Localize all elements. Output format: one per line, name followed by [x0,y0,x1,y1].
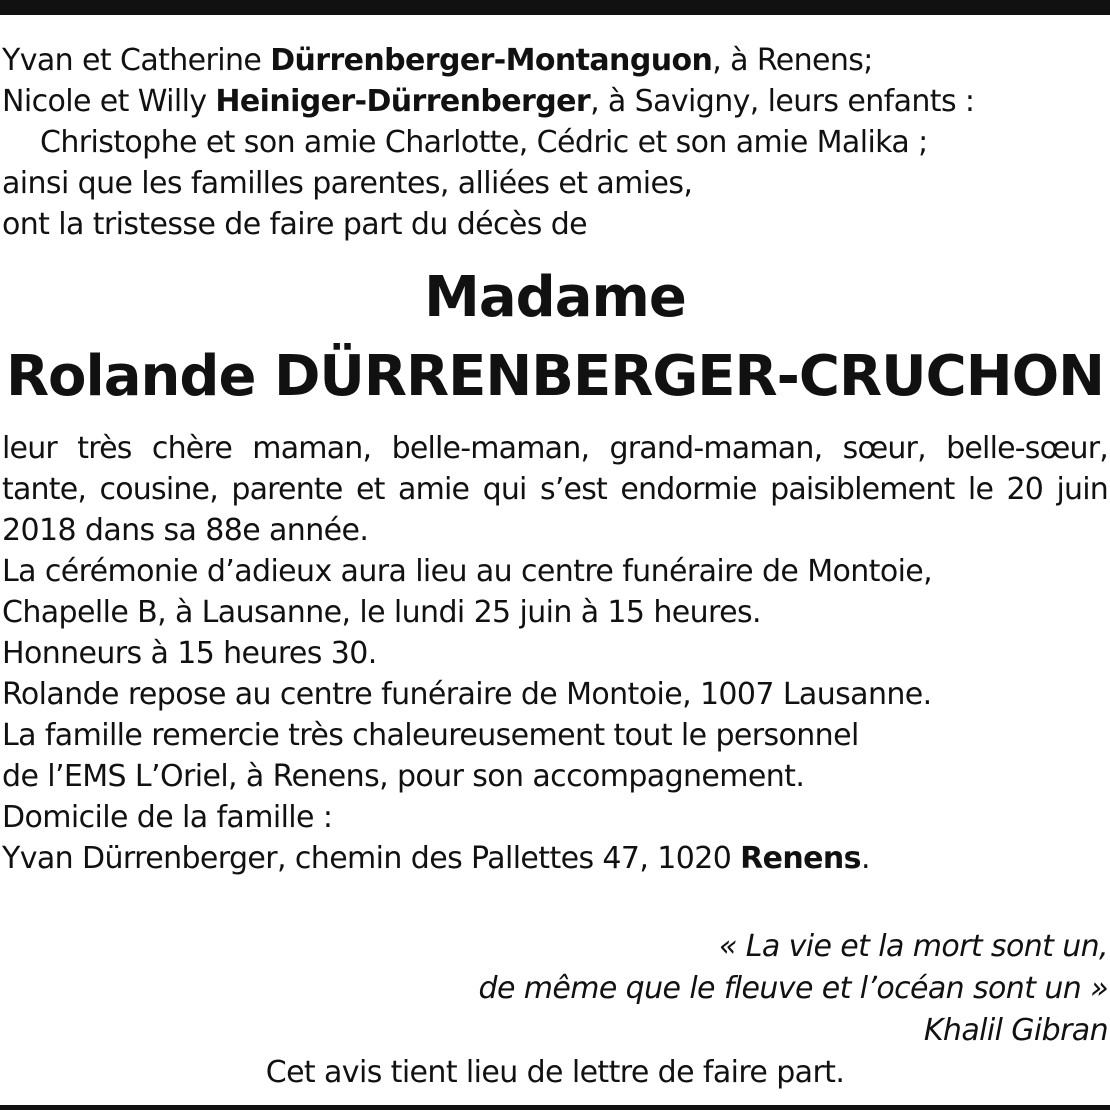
ceremony-line-1: La cérémonie d’adieux aura lieu au centre funéraire de Montoie, [2,554,933,589]
family-line-2: Nicole et Willy Heiniger-Dürrenberger, à Savigny, leurs enfants : [2,84,975,119]
footer-note: Cet avis tient lieu de lettre de faire part. [265,1055,845,1090]
family-name-bold: Dürrenberger-Montanguon [270,43,713,78]
bottom-border-rule [0,1105,1110,1110]
deceased-title: Madame [424,265,686,330]
quote-author: Khalil Gibran [923,1013,1108,1048]
family-line-3: Christophe et son amie Charlotte, Cédric et son amie Malika ; [40,125,928,160]
obituary-body [2,428,1108,879]
body-line-1: leur très chère maman, belle-maman, grand-maman, sœur, belle-sœur, [2,431,1108,466]
repose-line: Rolande repose au centre funéraire de Montoie, 1007 Lausanne. [2,677,932,712]
quote-line-2: de même que le fleuve et l’océan sont un » [478,971,1108,1006]
quote-line-1: « La vie et la mort sont un, [718,929,1108,964]
family-line-4: ainsi que les familles parentes, alliées et amies, [2,166,693,201]
honours-line: Honneurs à 15 heures 30. [2,636,377,671]
domicile-city: Renens [740,841,861,876]
deceased-name: Rolande DÜRRENBERGER-CRUCHON [5,344,1105,409]
family-announcement [2,40,1108,245]
top-border-rule [0,0,1110,15]
thanks-line-2: de l’EMS L’Oriel, à Renens, pour son accompagnement. [2,759,805,794]
thanks-line-1: La famille remercie très chaleureusement tout le personnel [2,718,859,753]
family-name-bold: Heiniger-Dürrenberger [215,84,591,119]
domicile-label: Domicile de la famille : [2,800,333,835]
quotation [479,926,1108,1052]
family-line-5: ont la tristesse de faire part du décès de [2,207,588,242]
body-line-2: tante, cousine, parente et amie qui s’est endormie paisiblement le 20 juin [2,472,1108,507]
ceremony-line-2: Chapelle B, à Lausanne, le lundi 25 juin à 15 heures. [2,595,761,630]
family-line-1: Yvan et Catherine Dürrenberger-Montanguon, à Renens; [2,43,873,78]
body-line-3: 2018 dans sa 88e année. [2,513,369,548]
domicile-address: Yvan Dürrenberger, chemin des Pallettes 47, 1020 Renens. [2,841,870,876]
